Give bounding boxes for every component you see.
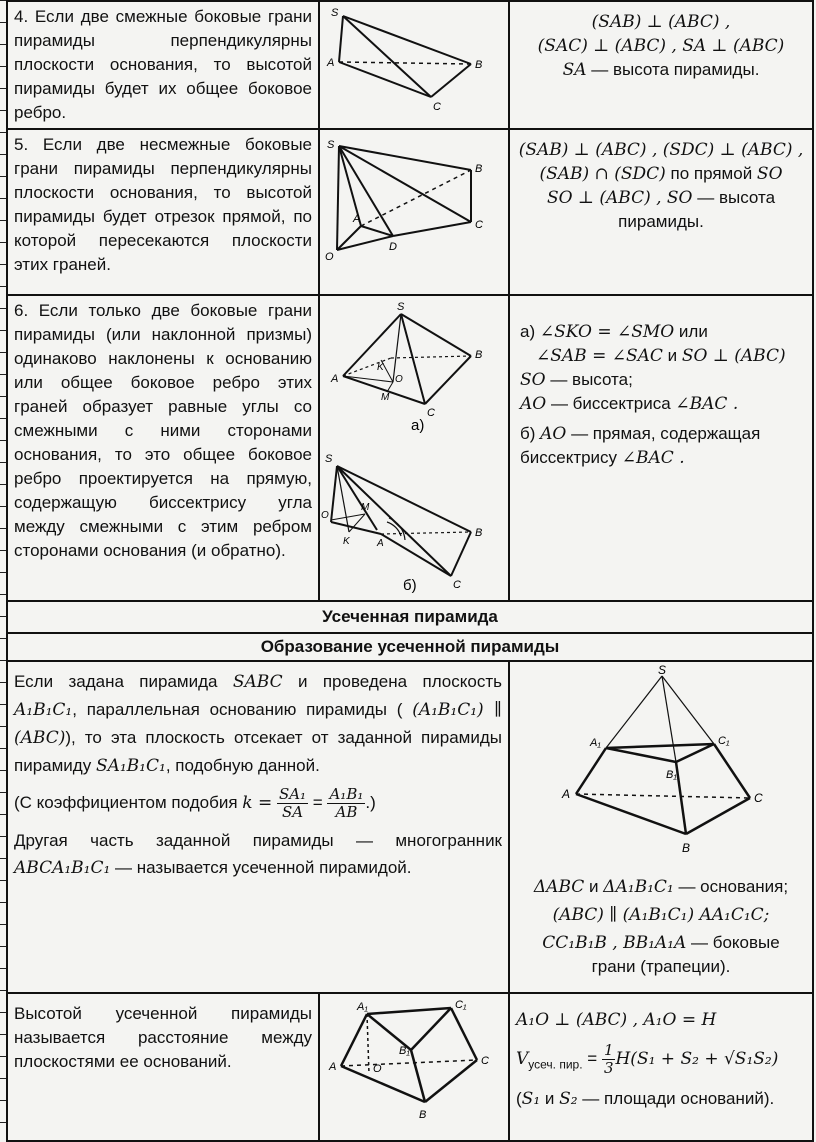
- fraction: $\frac{\text{SA₁}}{SA}$: [278, 785, 307, 821]
- label-C1: C₁: [455, 999, 467, 1011]
- label-A: A: [327, 57, 335, 69]
- table-row: [7, 661, 813, 993]
- formula-line: (SAB) ⊥ (ABC) ,: [591, 12, 731, 32]
- label-C: C: [427, 407, 435, 419]
- table-row: [7, 129, 813, 295]
- row5-formulas: [509, 129, 813, 295]
- pyramid-figure-6: [321, 296, 507, 596]
- formula-line: грани (трапеции).: [591, 957, 731, 976]
- label-A1: A₁: [590, 737, 601, 749]
- pyramid-figure-4: [321, 2, 507, 114]
- table-row: [7, 601, 813, 633]
- formula-line: A₁O ⊥ (ABC) , A₁O = H: [516, 1010, 717, 1030]
- formula-line: биссектрису ∠BAC .: [520, 448, 685, 468]
- row5-figure: [319, 129, 509, 295]
- label-B: B: [682, 841, 691, 855]
- formation-paragraph: Если задана пирамида SABC и проведена плоскость A₁B₁C₁, параллельная основанию пирамиды ( (A₁B₁C₁) ∥ (ABC)), то эта плоскость отсекает от заданной пирамиды пирамиду SA₁B₁C₁, подобную данной.: [14, 672, 502, 776]
- document-page: [6, 0, 812, 1138]
- formula-line: SO ⊥ (ABC) , SO — высота: [546, 188, 776, 208]
- label-M: M: [361, 502, 370, 513]
- formula-line: SA — высота пирамиды.: [562, 60, 760, 80]
- label-B: B: [475, 59, 483, 71]
- table-row: [7, 993, 813, 1141]
- label-S: S: [658, 663, 667, 677]
- label-K: K: [343, 536, 350, 547]
- label-B: B: [475, 527, 483, 539]
- label-A: A: [331, 373, 339, 385]
- formula-line: ∠SAB = ∠SAC и SO ⊥ (ABC): [536, 346, 786, 366]
- label-A: A: [353, 213, 361, 225]
- formula-line: (SAB) ⊥ (ABC) , (SDC) ⊥ (ABC) ,: [518, 140, 804, 160]
- formula-line: AO — биссектриса ∠BAC .: [520, 394, 739, 414]
- formula-line: ΔABC и ΔA₁B₁C₁ — основания;: [533, 877, 789, 897]
- row8-text: Высотой усеченной пирамиды называется расстояние между плоскостями ее оснований.: [7, 993, 319, 1141]
- similarity-coefficient: (С коэффициентом подобия k = $\frac{\text{SA₁}}{SA}$ = $\frac{\text{A₁B₁}}{AB}$ .): [14, 785, 376, 821]
- label-O: O: [373, 1063, 382, 1075]
- label-B1: B₁: [666, 769, 677, 781]
- label-B: B: [475, 349, 483, 361]
- pyramid-figure-5: [321, 130, 507, 290]
- truncated-pyramid-figure: [514, 662, 810, 868]
- row6-figure: [319, 295, 509, 601]
- formula-line: а) ∠SKO = ∠SMO или: [520, 322, 708, 342]
- formula-line: CC₁B₁B , BB₁A₁A — боковые: [542, 933, 780, 953]
- label-M: M: [381, 392, 390, 403]
- fraction: $\frac{1}{3}$: [603, 1041, 614, 1077]
- row4-formulas: [509, 1, 813, 129]
- label-O: O: [395, 374, 403, 385]
- formula-line: (ABC) ∥ (A₁B₁C₁) AA₁C₁C;: [552, 905, 770, 925]
- label-C: C: [453, 579, 461, 591]
- label-C: C: [481, 1055, 489, 1067]
- label-O: O: [325, 251, 334, 263]
- row4-figure: [319, 1, 509, 129]
- row6-formulas: [509, 295, 813, 601]
- formula-line: пирамиды.: [618, 212, 704, 231]
- row8-figure: [319, 993, 509, 1141]
- figure-a-caption: а): [411, 417, 425, 434]
- row7-figure-and-formulas: [509, 661, 813, 993]
- table-row: [7, 295, 813, 601]
- label-C: C: [754, 791, 763, 805]
- formula-line: (S₁ и S₂ — площади оснований).: [516, 1089, 775, 1109]
- label-C: C: [475, 219, 483, 231]
- label-A1: A₁: [357, 1001, 368, 1013]
- label-S: S: [327, 139, 335, 151]
- label-C: C: [433, 101, 441, 113]
- label-A: A: [377, 538, 384, 549]
- label-A: A: [329, 1061, 337, 1073]
- label-S: S: [331, 7, 339, 19]
- theorem-table: [6, 0, 814, 1142]
- label-C1: C₁: [718, 735, 730, 747]
- section-title: Усеченная пирамида: [7, 601, 813, 633]
- label-S: S: [397, 301, 405, 313]
- subsection-title: Образование усеченной пирамиды: [7, 633, 813, 661]
- row6-text: 6. Если только две боковые грани пирамиды (или наклонной призмы) одинаково наклонены к основанию или общее боковое ребро этих граней образует равные углы со смежными с ними сторонами основания, то это общее боковое ребро проектируется на прямую, содержащую биссектрису угла между смежными с этим ребром сторонами основания (и обратно).: [7, 295, 319, 601]
- row7-text: [7, 661, 509, 993]
- row5-text: 5. Если две несмежные боковые грани пирамиды перпендикулярны плоскости основания, то высотой пирамиды будет отрезок прямой, по которой пересекаются плоскости этих граней.: [7, 129, 319, 295]
- frustum-paragraph: Другая часть заданной пирамиды — многогранник ABCA₁B₁C₁ — называется усеченной пирамидой.: [14, 831, 502, 878]
- frustum-height-figure: [321, 994, 507, 1134]
- label-S: S: [325, 453, 333, 465]
- row8-formulas: [509, 993, 813, 1141]
- formula-line: (SAB) ∩ (SDC) по прямой SO: [539, 164, 783, 184]
- label-D: D: [389, 241, 397, 253]
- label-B: B: [419, 1109, 427, 1121]
- formula-line: SO — высота;: [520, 370, 633, 390]
- table-row: [7, 1, 813, 129]
- fraction: $\frac{\text{A₁B₁}}{AB}$: [329, 785, 364, 821]
- label-O: O: [321, 510, 329, 521]
- formula-line: (SAC) ⊥ (ABC) , SA ⊥ (ABC): [537, 36, 785, 56]
- row4-text: 4. Если две смежные боковые грани пирамиды перпендикулярны плоскости основания, то высотой пирамиды будет их общее боковое ребро.: [7, 1, 319, 129]
- label-K: K: [377, 362, 384, 373]
- label-B1: B₁: [399, 1045, 410, 1057]
- label-B: B: [475, 163, 483, 175]
- formula-line: б) AO — прямая, содержащая: [520, 424, 761, 444]
- table-row: [7, 633, 813, 661]
- label-A: A: [562, 787, 571, 801]
- figure-b-caption: б): [403, 577, 417, 594]
- volume-formula: $V_{усеч. пир.}$ = $\frac{1}{3}$ H(S₁ + S₂ + √S₁S₂): [516, 1041, 779, 1077]
